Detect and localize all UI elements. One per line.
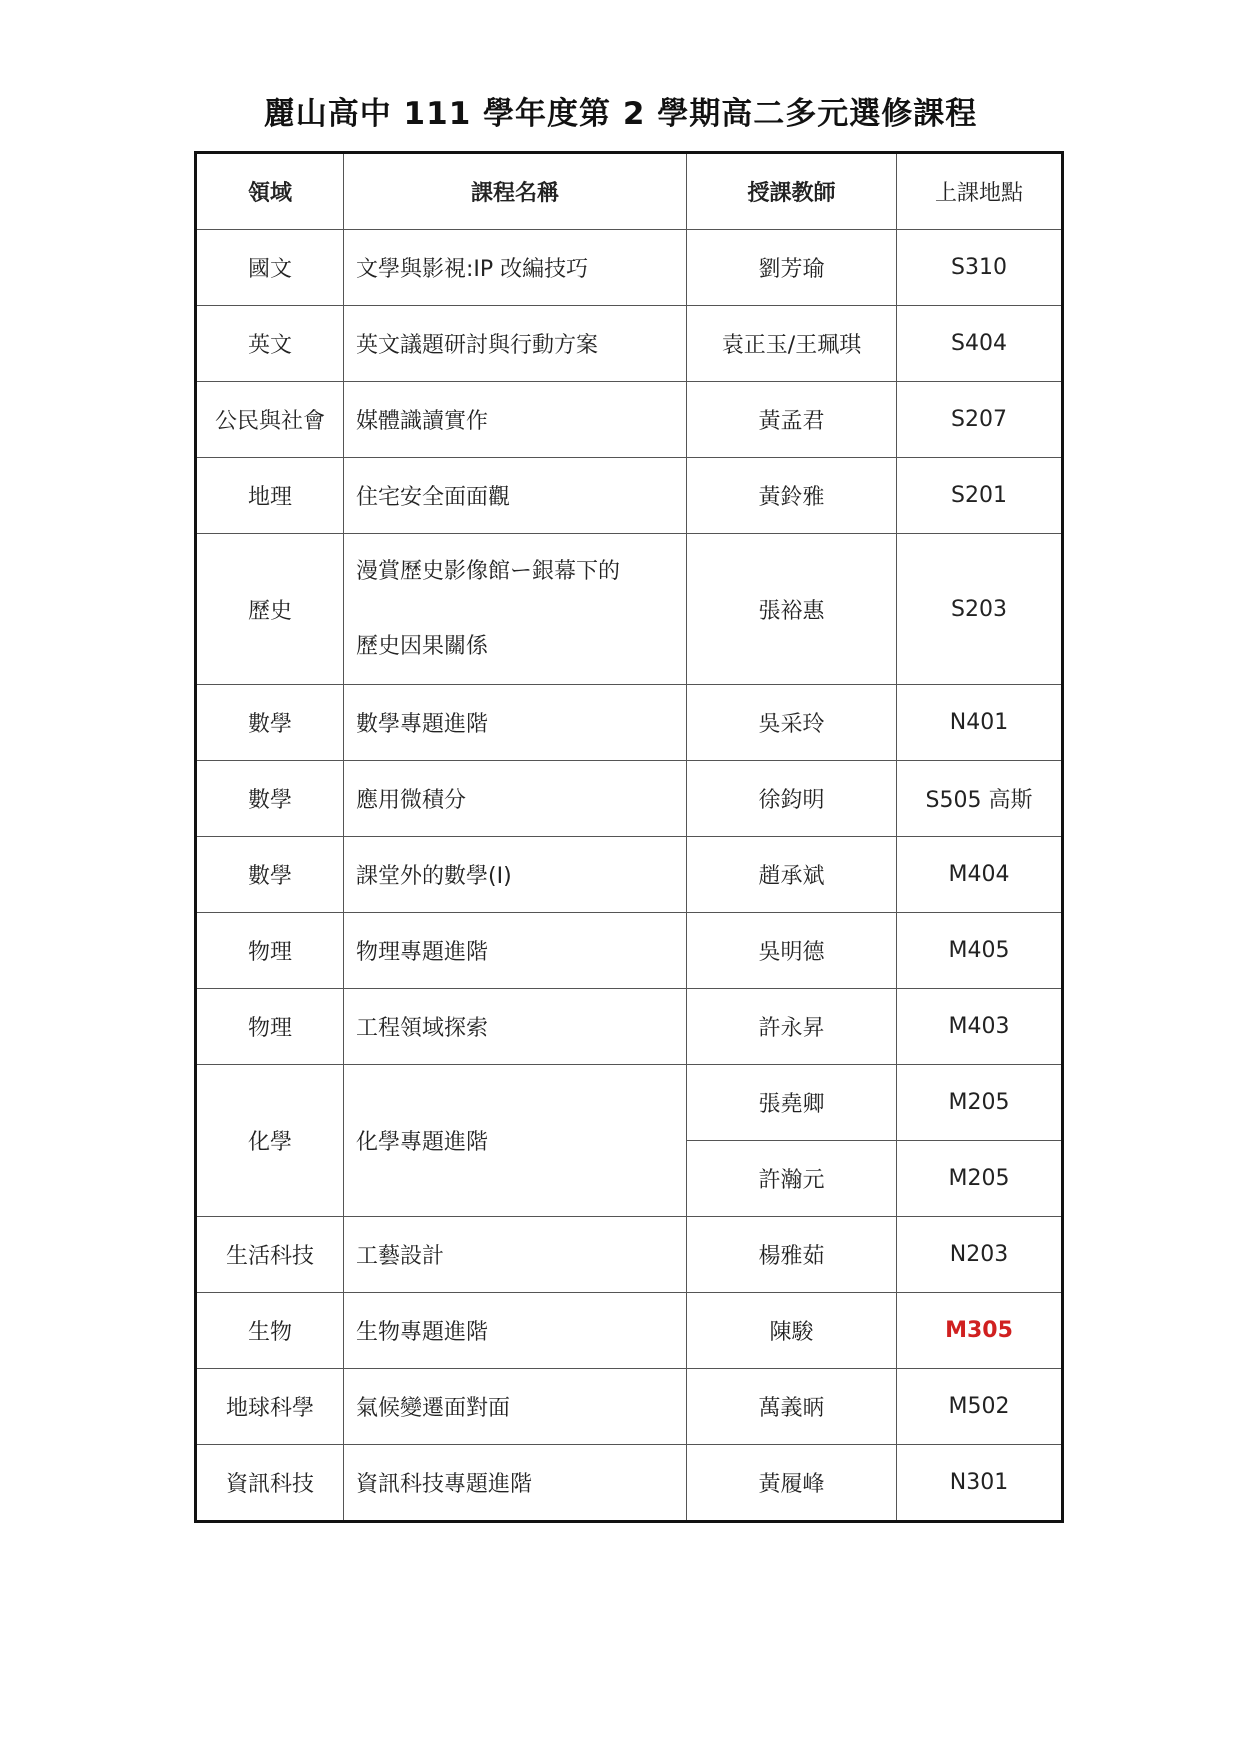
- course-cell: 住宅安全面面觀: [344, 458, 687, 534]
- course-cell: 化學專題進階: [344, 1065, 687, 1217]
- teacher-cell: 楊雅茹: [687, 1217, 897, 1293]
- table-row: [196, 1293, 1063, 1369]
- room-cell: S207: [897, 382, 1063, 458]
- header-domain: 領域: [196, 153, 344, 230]
- course-cell: 工藝設計: [344, 1217, 687, 1293]
- domain-cell: 資訊科技: [196, 1445, 344, 1522]
- table-row: [196, 1065, 1063, 1141]
- teacher-cell: 許瀚元: [687, 1141, 897, 1217]
- page-title: 麗山高中 111 學年度第 2 學期高二多元選修課程: [263, 96, 978, 132]
- table-row: [196, 1217, 1063, 1293]
- domain-cell: 物理: [196, 913, 344, 989]
- teacher-cell: 吳采玲: [687, 685, 897, 761]
- course-line-1: 漫賞歷史影像館ー銀幕下的: [356, 559, 621, 584]
- table-row: [196, 837, 1063, 913]
- domain-cell: 歷史: [196, 534, 344, 685]
- teacher-cell: 趙承斌: [687, 837, 897, 913]
- course-cell: 生物專題進階: [344, 1293, 687, 1369]
- domain-cell: 生活科技: [196, 1217, 344, 1293]
- domain-cell: 數學: [196, 761, 344, 837]
- room-cell: S404: [897, 306, 1063, 382]
- table-row: [196, 1369, 1063, 1445]
- course-cell: 英文議題研討與行動方案: [344, 306, 687, 382]
- course-line-2: 歷史因果關係: [356, 634, 489, 659]
- room-cell: M205: [897, 1141, 1063, 1217]
- domain-cell: 化學: [196, 1065, 344, 1217]
- domain-cell: 數學: [196, 685, 344, 761]
- room-cell: N401: [897, 685, 1063, 761]
- room-cell: M404: [897, 837, 1063, 913]
- course-cell: 資訊科技專題進階: [344, 1445, 687, 1522]
- room-cell: S203: [897, 534, 1063, 685]
- course-table: [194, 151, 1064, 1523]
- course-cell: 課堂外的數學(I): [344, 837, 687, 913]
- course-cell: 文學與影視:IP 改編技巧: [344, 230, 687, 306]
- teacher-cell: 袁正玉/王珮琪: [687, 306, 897, 382]
- domain-cell: 數學: [196, 837, 344, 913]
- domain-cell: 國文: [196, 230, 344, 306]
- domain-cell: 物理: [196, 989, 344, 1065]
- table-row: [196, 306, 1063, 382]
- course-cell: 氣候變遷面對面: [344, 1369, 687, 1445]
- room-cell: M405: [897, 913, 1063, 989]
- table-row: [196, 230, 1063, 306]
- table-row: [196, 382, 1063, 458]
- header-teacher: 授課教師: [687, 153, 897, 230]
- teacher-cell: 劉芳瑜: [687, 230, 897, 306]
- domain-cell: 地理: [196, 458, 344, 534]
- table-row: [196, 913, 1063, 989]
- teacher-cell: 徐鈞明: [687, 761, 897, 837]
- room-cell: S201: [897, 458, 1063, 534]
- domain-cell: 地球科學: [196, 1369, 344, 1445]
- room-cell: M205: [897, 1065, 1063, 1141]
- teacher-cell: 黃鈴雅: [687, 458, 897, 534]
- teacher-cell: 黃孟君: [687, 382, 897, 458]
- teacher-cell: 吳明德: [687, 913, 897, 989]
- teacher-cell: 陳駿: [687, 1293, 897, 1369]
- room-cell: N203: [897, 1217, 1063, 1293]
- room-cell: M502: [897, 1369, 1063, 1445]
- table-row: [196, 685, 1063, 761]
- header-room: 上課地點: [897, 153, 1063, 230]
- table-row: [196, 761, 1063, 837]
- course-cell: 媒體識讀實作: [344, 382, 687, 458]
- teacher-cell: 張堯卿: [687, 1065, 897, 1141]
- table-row: [196, 989, 1063, 1065]
- course-cell: 應用微積分: [344, 761, 687, 837]
- course-cell: 工程領域探索: [344, 989, 687, 1065]
- domain-cell: 公民與社會: [196, 382, 344, 458]
- table-row: [196, 534, 1063, 685]
- room-cell-highlighted: M305: [897, 1293, 1063, 1369]
- room-cell: M403: [897, 989, 1063, 1065]
- room-cell: S310: [897, 230, 1063, 306]
- room-cell: S505 高斯: [897, 761, 1063, 837]
- course-cell: [344, 534, 687, 685]
- teacher-cell: 許永昇: [687, 989, 897, 1065]
- table-header-row: [196, 153, 1063, 230]
- teacher-cell: 黃履峰: [687, 1445, 897, 1522]
- table-row: [196, 458, 1063, 534]
- domain-cell: 英文: [196, 306, 344, 382]
- table-row: [196, 1445, 1063, 1522]
- header-course: 課程名稱: [344, 153, 687, 230]
- room-cell: N301: [897, 1445, 1063, 1522]
- teacher-cell: 張裕惠: [687, 534, 897, 685]
- teacher-cell: 萬義昞: [687, 1369, 897, 1445]
- domain-cell: 生物: [196, 1293, 344, 1369]
- course-cell: 數學專題進階: [344, 685, 687, 761]
- course-cell: 物理專題進階: [344, 913, 687, 989]
